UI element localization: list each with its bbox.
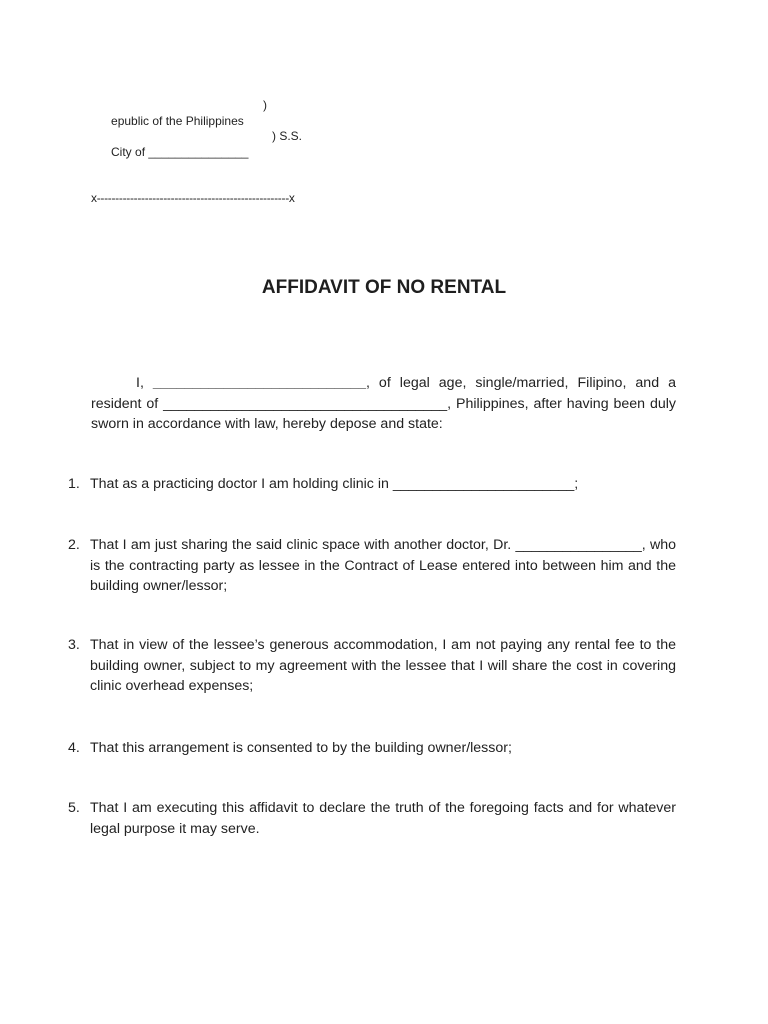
statement-number: 5.	[68, 800, 80, 816]
document-title: AFFIDAVIT OF NO RENTAL	[261, 277, 507, 298]
statement-text: That I am just sharing the said clinic space with another doctor, Dr. ________________, who is the contracting party as lessee in the Contract of Lease entered into between him and the building owner/lessor;	[90, 537, 676, 594]
statement-number: 3.	[68, 637, 80, 653]
venue-country-bracket: )	[263, 98, 267, 112]
venue-line-city	[91, 128, 303, 159]
statement-text: That in view of the lessee’s generous accommodation, I am not paying any rental fee to the building owner, subject to my agreement with the lessee that I will share the cost in covering clinic overhead expenses;	[90, 637, 676, 694]
statement-text: That I am executing this affidavit to declare the truth of the foregoing facts and for whatever legal purpose it may serve.	[90, 800, 676, 837]
statement-text: That as a practicing doctor I am holding clinic in _______________________;	[90, 476, 579, 492]
intro-suffix: , of legal age, single/married, Filipino, and a resident of ____________________________________, Philippines, after having been duly sworn in accordance with law, hereby depose and state:	[91, 375, 677, 432]
venue-ss-label: ) S.S.	[272, 129, 303, 143]
venue-line-country	[91, 97, 267, 128]
statement-item-5	[68, 798, 676, 839]
statement-item-3	[68, 635, 676, 697]
separator-line: x----------------------------------------------------x	[91, 191, 295, 205]
statement-item-4	[68, 738, 676, 759]
statement-number: 1.	[68, 476, 80, 492]
intro-paragraph	[91, 373, 676, 435]
statement-text: That this arrangement is consented to by the building owner/lessor;	[90, 740, 512, 756]
venue-block	[91, 97, 303, 159]
statement-number: 4.	[68, 740, 80, 756]
statement-number: 2.	[68, 537, 80, 553]
venue-country-label: epublic of the Philippines	[111, 114, 244, 128]
statement-item-1	[68, 474, 676, 495]
name-blank: ___________________________	[152, 375, 366, 391]
venue-city-label: City of _______________	[111, 145, 249, 159]
intro-prefix: I,	[136, 375, 153, 391]
statement-item-2	[68, 535, 676, 597]
